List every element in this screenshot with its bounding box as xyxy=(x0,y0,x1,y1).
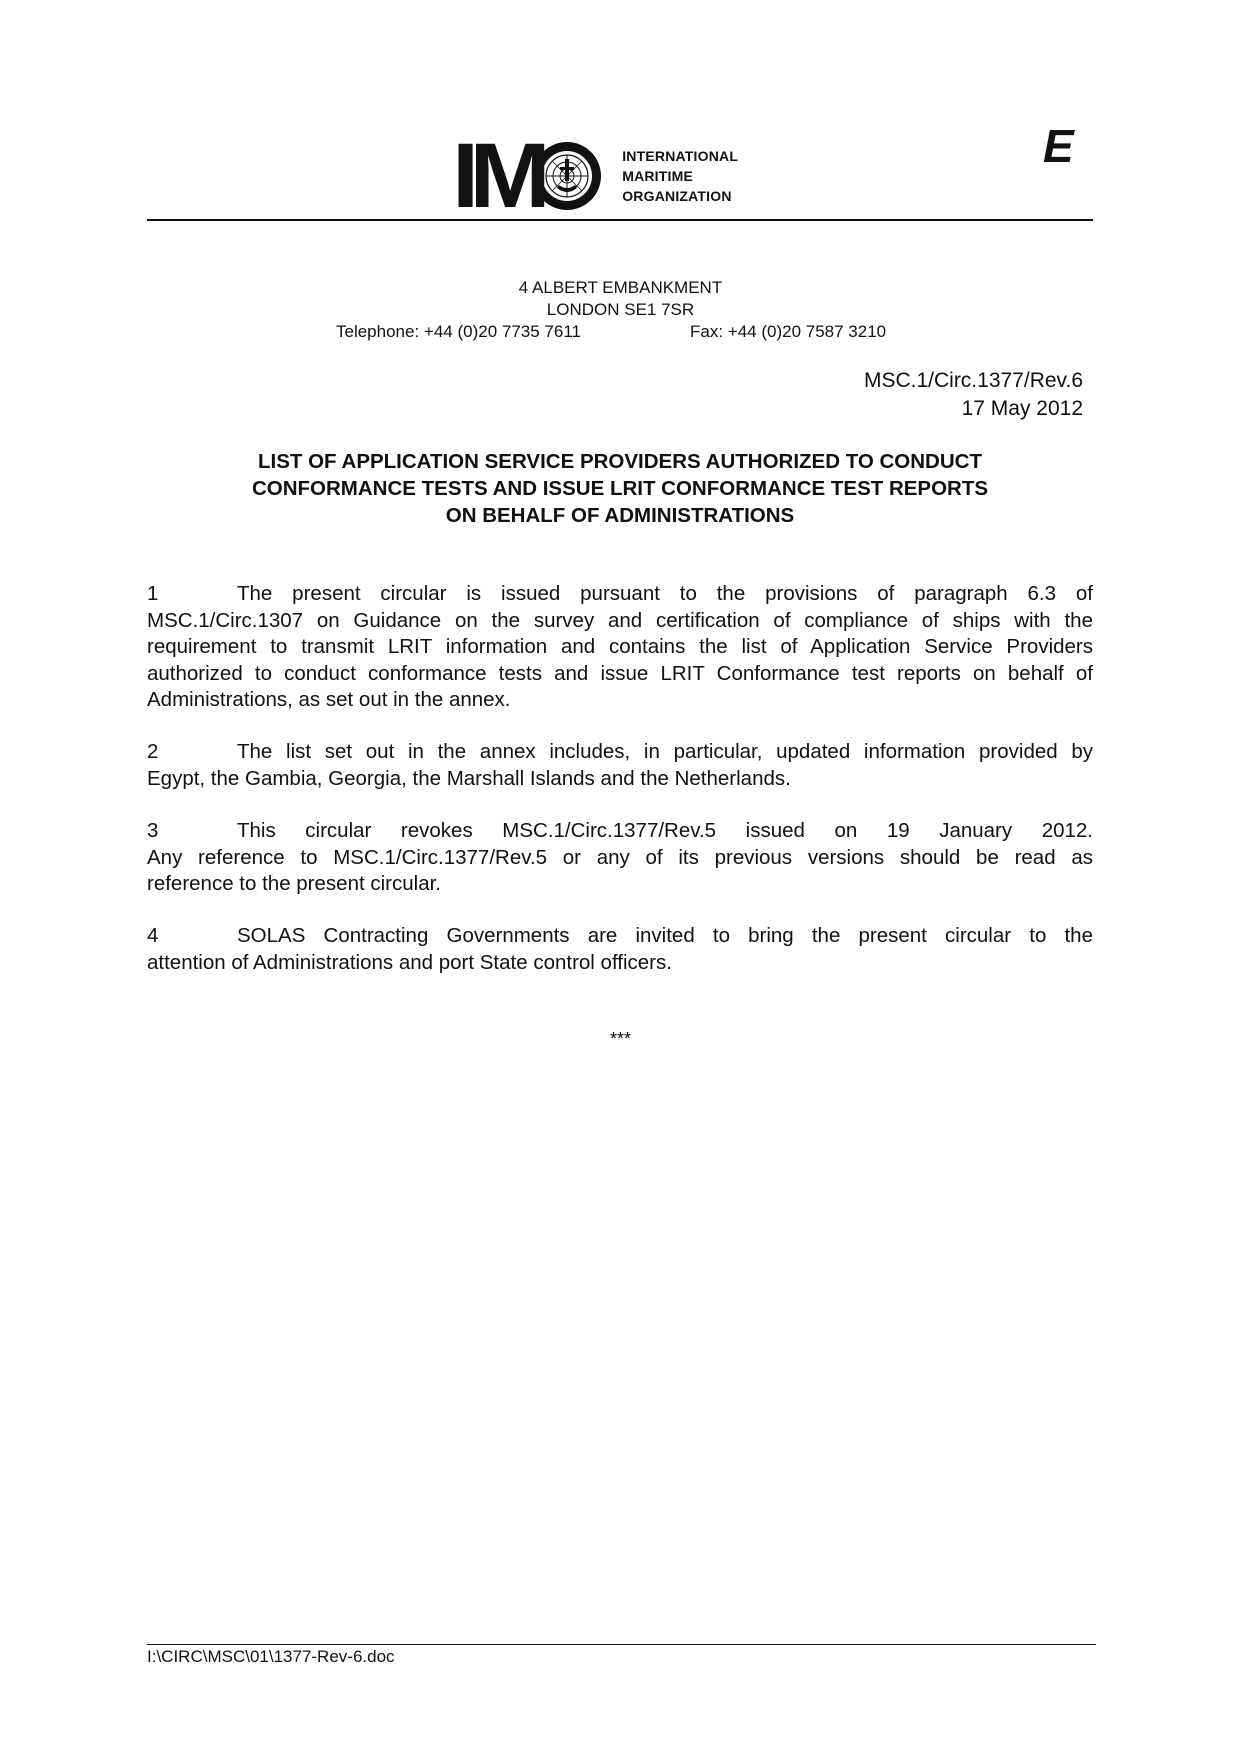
paragraph-line: requirement to transmit LRIT information and contains the list of Application Service Providers xyxy=(147,635,1093,658)
paragraph-number: 4 xyxy=(147,924,159,947)
paragraph-line: Any reference to MSC.1/Circ.1377/Rev.5 or any of its previous versions should be read as xyxy=(147,845,1093,869)
paragraph-text: The present circular is issued pursuant to the provisions of paragraph 6.3 of xyxy=(237,582,1093,605)
paragraph-text: SOLAS Contracting Governments are invited to bring the present circular to the xyxy=(237,924,1093,947)
paragraph-line: reference to the present circular. xyxy=(147,872,441,895)
header-divider xyxy=(147,219,1093,221)
fax: Fax: +44 (0)20 7587 3210 xyxy=(690,322,887,341)
paragraph-number: 1 xyxy=(147,582,159,605)
paragraph-line xyxy=(147,923,1093,950)
telephone: Telephone: +44 (0)20 7735 7611 xyxy=(336,322,581,341)
paragraph-line xyxy=(147,739,1093,766)
paragraph-text: This circular revokes MSC.1/Circ.1377/Rev.5 issued on 19 January 2012. xyxy=(237,819,1093,842)
section-separator: *** xyxy=(609,1029,631,1049)
paragraph-line: attention of Administrations and port State control officers. xyxy=(147,950,672,974)
document-date: 17 May 2012 xyxy=(961,397,1083,420)
paragraph-line xyxy=(147,581,1093,608)
paragraph-3 xyxy=(147,818,1093,898)
paragraph-4 xyxy=(147,923,1093,976)
paragraph-line: Administrations, as set out in the annex. xyxy=(147,688,511,711)
un-emblem-icon xyxy=(532,141,602,211)
paragraph-number: 3 xyxy=(147,819,159,842)
document-title xyxy=(147,448,1093,529)
imo-logo xyxy=(452,125,739,227)
paragraph-line: Egypt, the Gambia, Georgia, the Marshall Islands and the Netherlands. xyxy=(147,766,791,790)
footer-divider xyxy=(147,1644,1096,1645)
paragraph-line: authorized to conduct conformance tests and issue LRIT Conformance test reports on behalf of xyxy=(147,661,1093,685)
org-name-line: INTERNATIONAL xyxy=(622,148,739,164)
paragraph-text: The list set out in the annex includes, in particular, updated information provided by xyxy=(237,740,1093,763)
title-line: ON BEHALF OF ADMINISTRATIONS xyxy=(445,504,795,527)
title-line: CONFORMANCE TESTS AND ISSUE LRIT CONFORMANCE TEST REPORTS xyxy=(251,477,989,500)
imo-logo-mark xyxy=(452,125,602,227)
paragraph-line xyxy=(147,818,1093,845)
address-street: 4 ALBERT EMBANKMENT xyxy=(518,278,723,297)
org-name-line: ORGANIZATION xyxy=(622,188,732,204)
paragraph-number: 2 xyxy=(147,740,159,763)
address-city: LONDON SE1 7SR xyxy=(546,300,695,319)
document-reference: MSC.1/Circ.1377/Rev.6 xyxy=(863,369,1083,392)
footer-file-path: I:\CIRC\MSC\01\1377-Rev-6.doc xyxy=(147,1647,395,1666)
language-code: E xyxy=(1043,120,1074,172)
organization-name xyxy=(622,146,738,206)
paragraph-line: MSC.1/Circ.1307 on Guidance on the survey and certification of compliance of ships with the xyxy=(147,608,1093,632)
org-name-line: MARITIME xyxy=(622,168,694,184)
paragraph-2 xyxy=(147,739,1093,792)
title-line: LIST OF APPLICATION SERVICE PROVIDERS AUTHORIZED TO CONDUCT xyxy=(258,450,982,473)
paragraph-1 xyxy=(147,581,1093,714)
logo-letters: IM xyxy=(452,125,542,227)
